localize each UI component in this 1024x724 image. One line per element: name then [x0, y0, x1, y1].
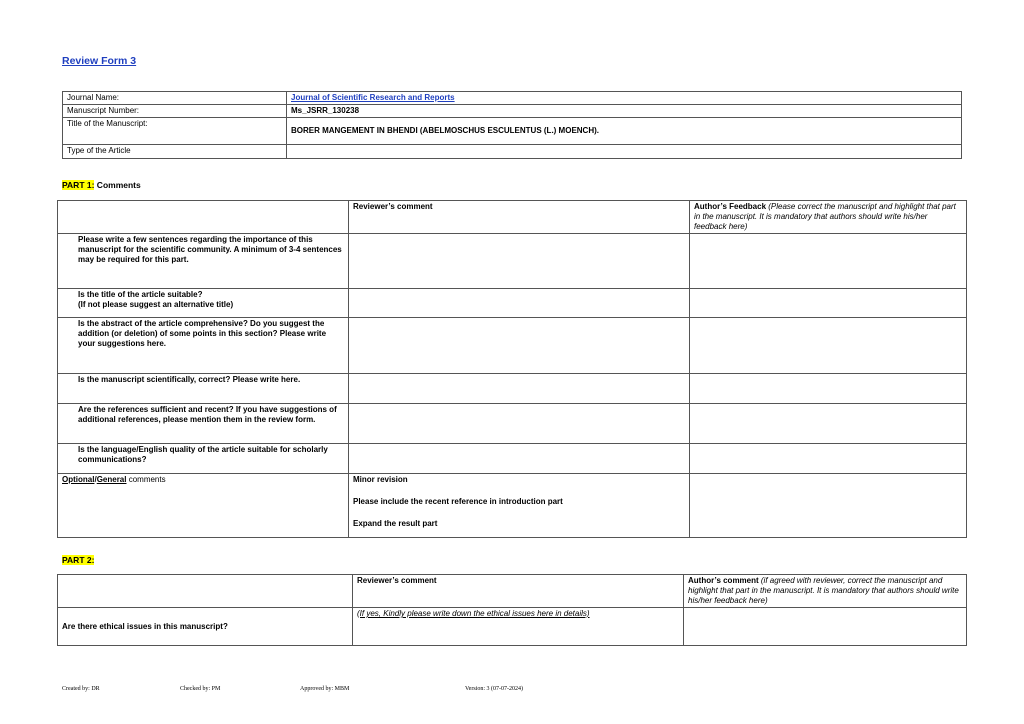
author-feedback-6[interactable]: [690, 444, 967, 474]
reviewer-comment-4[interactable]: [349, 374, 690, 404]
author-feedback-1[interactable]: [690, 234, 967, 289]
ethics-author-comment[interactable]: [684, 608, 967, 646]
reviewer-comment-6[interactable]: [349, 444, 690, 474]
author-feedback-5[interactable]: [690, 404, 967, 444]
journal-name-label: Journal Name:: [63, 92, 287, 105]
part1-heading: [62, 180, 141, 190]
optional-reviewer-comment[interactable]: [349, 474, 690, 538]
optional-comment-2: Please include the recent reference in introduction part: [353, 497, 563, 506]
optional-comment-1: Minor revision: [353, 475, 408, 484]
part1-table: [57, 200, 967, 538]
optional-comments-label: Optional/General comments: [58, 474, 349, 538]
footer-version: Version: 3 (07-07-2024): [465, 686, 523, 692]
journal-name-link[interactable]: Journal of Scientific Research and Reports: [291, 93, 455, 102]
part2-heading: [62, 555, 94, 565]
ethics-reviewer-comment[interactable]: (If yes, Kindly please write down the ethical issues here in details): [353, 608, 684, 646]
manuscript-number: Ms_JSRR_130238: [287, 105, 962, 118]
part1-reviewer-header: Reviewer’s comment: [349, 201, 690, 234]
part2-reviewer-header: Reviewer’s comment: [353, 575, 684, 608]
optional-comment-3: Expand the result part: [353, 519, 438, 528]
question-importance: Please write a few sentences regarding the importance of this manuscript for the scientific community. A minimum of 3-4 sentences may be required for this part.: [58, 234, 349, 289]
part2-table: [57, 574, 967, 646]
question-abstract: Is the abstract of the article comprehensive? Do you suggest the addition (or deletion) of some points in this section? Please write your suggestions here.: [58, 318, 349, 374]
reviewer-comment-5[interactable]: [349, 404, 690, 444]
manuscript-title: BORER MANGEMENT IN BHENDI (ABELMOSCHUS ESCULENTUS (L.) MOENCH).: [287, 118, 962, 145]
manuscript-number-label: Manuscript Number:: [63, 105, 287, 118]
part2-heading-label: PART 2:: [62, 555, 95, 565]
author-feedback-3[interactable]: [690, 318, 967, 374]
manuscript-title-label: Title of the Manuscript:: [63, 118, 287, 145]
form-title: Review Form 3: [62, 55, 137, 67]
reviewer-comment-1[interactable]: [349, 234, 690, 289]
question-title: Is the title of the article suitable? (If not please suggest an alternative title): [58, 289, 349, 318]
author-feedback-2[interactable]: [690, 289, 967, 318]
article-type-label: Type of the Article: [63, 145, 287, 159]
part1-heading-rest: Comments: [94, 180, 141, 190]
part1-heading-label: PART 1:: [62, 180, 95, 190]
part1-author-header: Author’s Feedback (Please correct the manuscript and highlight that part in the manuscript. It is mandatory that authors should write his/her feedback here): [690, 201, 967, 234]
optional-author-feedback[interactable]: [690, 474, 967, 538]
ethics-question: Are there ethical issues in this manuscript?: [58, 608, 353, 646]
author-feedback-4[interactable]: [690, 374, 967, 404]
part2-author-header: Author’s comment (if agreed with reviewer, correct the manuscript and highlight that part in the manuscript. It is mandatory that authors should write his/her feedback here): [684, 575, 967, 608]
reviewer-comment-3[interactable]: [349, 318, 690, 374]
reviewer-comment-2[interactable]: [349, 289, 690, 318]
footer-checked-by: Checked by: PM: [180, 686, 221, 692]
footer-approved-by: Approved by: MBM: [300, 686, 350, 692]
manuscript-info-table: [62, 91, 962, 159]
question-scientific: Is the manuscript scientifically, correct? Please write here.: [58, 374, 349, 404]
question-language: Is the language/English quality of the article suitable for scholarly communications?: [58, 444, 349, 474]
part2-empty-header: [58, 575, 353, 608]
footer-created-by: Created by: DR: [62, 686, 100, 692]
article-type-field[interactable]: [287, 145, 962, 159]
question-references: Are the references sufficient and recent? If you have suggestions of additional references, please mention them in the review form.: [58, 404, 349, 444]
part1-empty-header: [58, 201, 349, 234]
